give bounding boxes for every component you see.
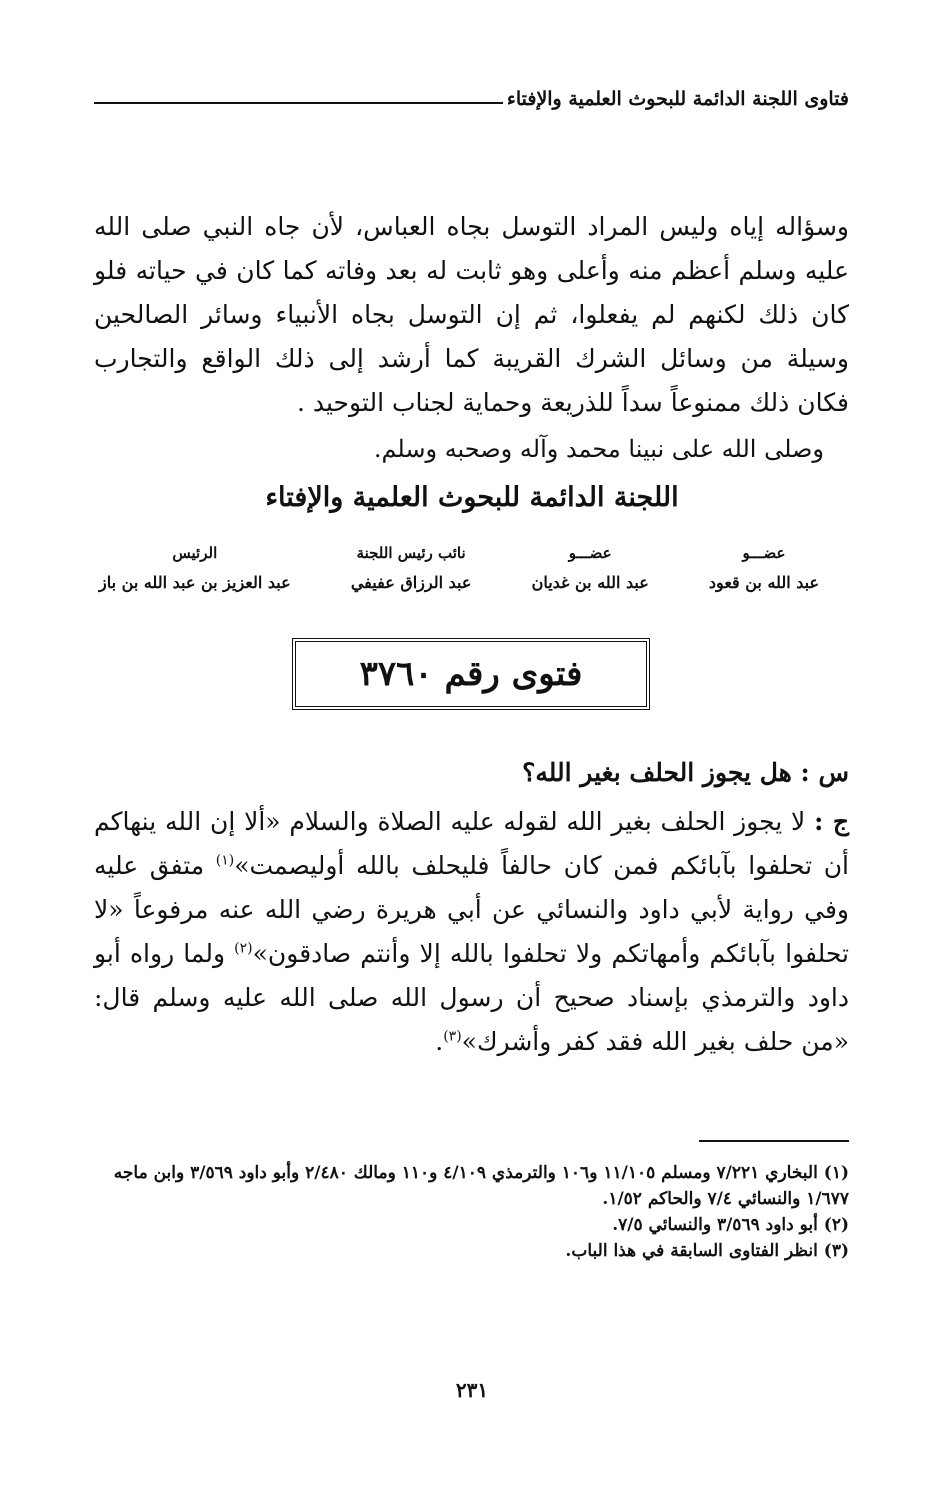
signatory-name: عبد الرزاق عفيفي [350, 573, 472, 592]
footnote-1: (١) البخاري ٧/٢٢١ ومسلم ١١/١٠٥ و١٠٦ والترمذي ٤/١٠٩ و١١٠ ومالك ٢/٤٨٠ وأبو داود ٣/٥٦٩ وابن ماجه ١/٦٧٧ والنسائي ٧/٤ والحاكم ١/٥٢. [113, 1163, 849, 1209]
footnote-rule [699, 1140, 849, 1142]
fatwa-heading: فتوى رقم ٣٧٦٠ [359, 654, 583, 694]
fatwa-heading-box [292, 638, 650, 710]
signatory [99, 538, 291, 598]
answer-paragraph [94, 800, 849, 1064]
page-number: ٢٣١ [455, 1378, 489, 1402]
header-rule [94, 102, 503, 104]
answer-text-2: متفق عليه وفي رواية لأبي داود والنسائي عن أبي هريرة رضي الله عنه مرفوعاً «لا تحلفوا بآبائكم وأمهاتكم ولا تحلفوا بالله إلا وأنتم صادقون» [94, 851, 850, 968]
signatory [709, 538, 819, 598]
signatory-role: الرئيس [172, 544, 218, 562]
running-header [94, 88, 849, 110]
question-text: هل يجوز الحلف بغير الله؟ [522, 758, 792, 787]
answer-text-3: ولما رواه أبو داود والترمذي بإسناد صحيح أن رسول الله صلى الله عليه وسلم قال: «من حلف بغير الله فقد كفر وأشرك» [94, 939, 849, 1056]
signatory-role: عضـــو [568, 544, 612, 562]
signatory [351, 538, 472, 598]
answer-label: ج : [814, 807, 849, 836]
footnote-2: (٢) أبو داود ٣/٥٦٩ والنسائي ٧/٥. [612, 1215, 849, 1235]
closing-salutation: وصلى الله على نبينا محمد وآله وصحبه وسلم. [373, 435, 824, 463]
footnotes [94, 1160, 849, 1264]
question-label: س : [800, 758, 849, 787]
footnote-3: (٣) انظر الفتاوى السابقة في هذا الباب. [565, 1241, 849, 1261]
signatory-role: عضـــو [742, 544, 786, 562]
answer-end: . [435, 1027, 444, 1056]
signatory-name: عبد الله بن غديان [531, 573, 649, 592]
question [522, 758, 849, 787]
answer-block [94, 800, 849, 1064]
footnote-ref-1: (١) [215, 852, 235, 869]
signatures [99, 538, 819, 598]
signatory-name: عبد العزيز بن عبد الله بن باز [99, 573, 291, 592]
answer-text-1: لا يجوز الحلف بغير الله لقوله عليه الصلاة والسلام «ألا إن الله ينهاكم أن تحلفوا بآبائكم فمن كان حالفاً فليحلف بالله أوليصمت» [94, 807, 850, 880]
signatory-name: عبد الله بن قعود [708, 573, 819, 592]
footnote-ref-2: (٢) [234, 940, 253, 957]
previous-answer-block [94, 205, 849, 425]
footnote-ref-3: (٣) [443, 1028, 462, 1045]
previous-answer-text: وسؤاله إياه وليس المراد التوسل بجاه العباس، لأن جاه النبي صلى الله عليه وسلم أعظم منه وأعلى وهو ثابت له بعد وفاته كما كان في حياته فلو كان ذلك لكنهم لم يفعلوا، ثم إن التوسل بجاه الأنبياء وسائر الصالحين وسيلة من وسائل الشرك القريبة كما أرشد إلى ذلك الواقع والتجارب فكان ذلك ممنوعاً سداً للذريعة وحماية لجناب التوحيد . [94, 212, 849, 417]
running-title: فتاوى اللجنة الدائمة للبحوث العلمية والإفتاء [506, 88, 849, 110]
signatory [532, 538, 649, 598]
committee-title: اللجنة الدائمة للبحوث العلمية والإفتاء [265, 482, 679, 513]
signatory-role: نائب رئيس اللجنة [356, 544, 466, 562]
